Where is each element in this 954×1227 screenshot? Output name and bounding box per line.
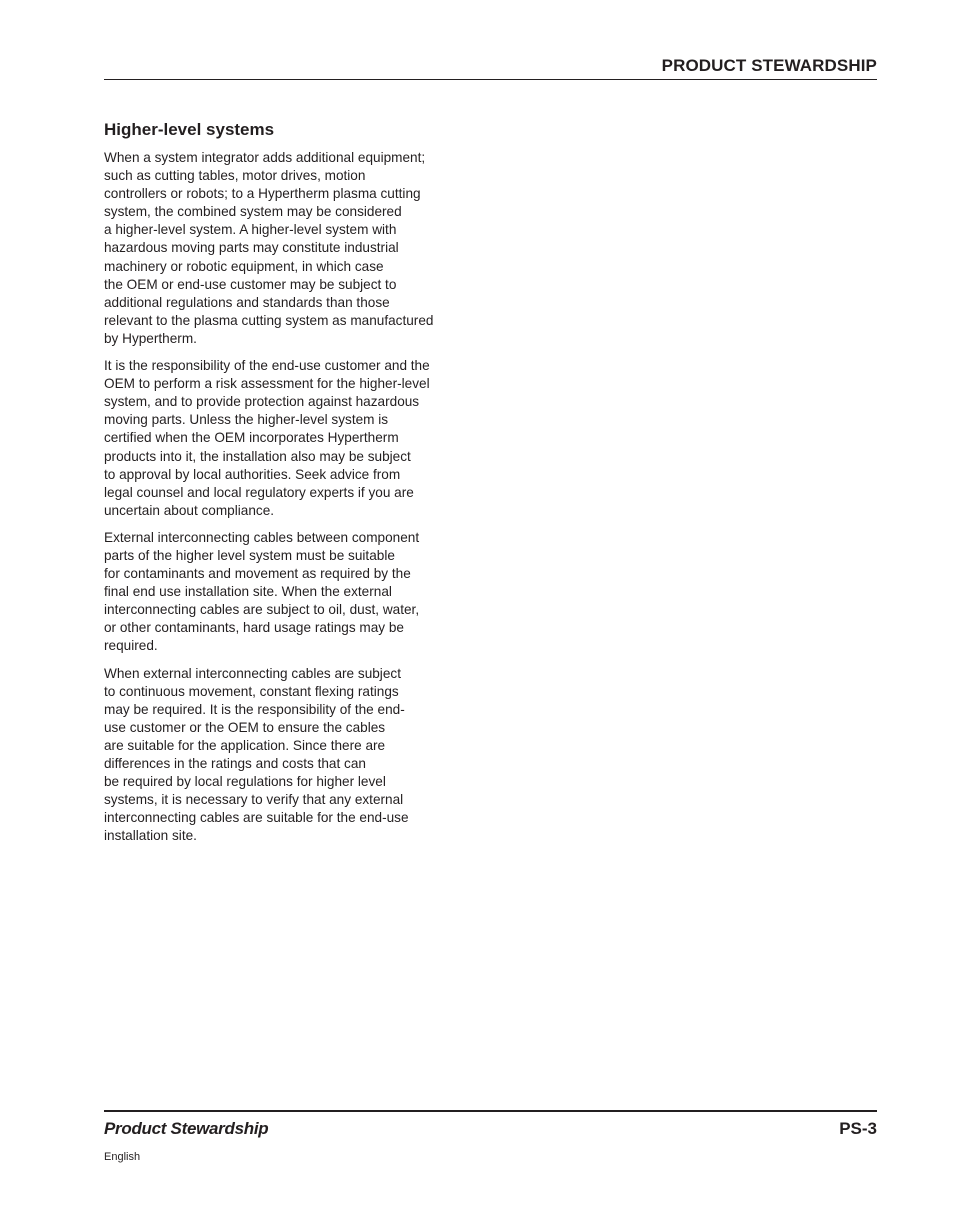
page-number: PS-3 <box>839 1119 877 1138</box>
language-label: English <box>104 1151 141 1163</box>
page-header-title: PRODUCT STEWARDSHIP <box>661 56 877 75</box>
header-divider <box>104 79 877 80</box>
footer-title: Product Stewardship <box>104 1119 269 1138</box>
footer-divider <box>104 1110 877 1112</box>
body-text-column <box>104 149 456 854</box>
body-paragraph-3: External interconnecting cables between component parts of the higher level system must be suitable for contaminants and movement as required by the final end use installation site. When the external interconnecting cables are subject to oil, dust, water, or other contaminants, hard usage ratings may be required. <box>104 529 420 654</box>
body-paragraph-4: When external interconnecting cables are subject to continuous movement, constant flexing ratings may be required. It is the responsibility of the end- use customer or the OEM to ensure the cables are suitable for the application. Since there are differences in the ratings and costs that can be required by local regulations for higher level systems, it is necessary to verify that any external interconnecting cables are suitable for the end-use installation site. <box>104 665 409 844</box>
body-paragraph-1: When a system integrator adds additional equipment; such as cutting tables, motor drives, motion controllers or robots; to a Hypertherm plasma cutting system, the combined system may be considered a higher-level system. A higher-level system with hazardous moving parts may constitute industrial machinery or robotic equipment, in which case the OEM or end-use customer may be subject to additional regulations and standards than those relevant to the plasma cutting system as manufactured by Hypertherm. <box>104 150 434 346</box>
body-paragraph-2: It is the responsibility of the end-use customer and the OEM to perform a risk assessment for the higher-level system, and to provide protection against hazardous moving parts. Unless the higher-level system is certified when the OEM incorporates Hypertherm products into it, the installation also may be subject to approval by local authorities. Seek advice from legal counsel and local regulatory experts if you are uncertain about compliance. <box>104 358 430 518</box>
section-heading: Higher-level systems <box>104 120 275 139</box>
